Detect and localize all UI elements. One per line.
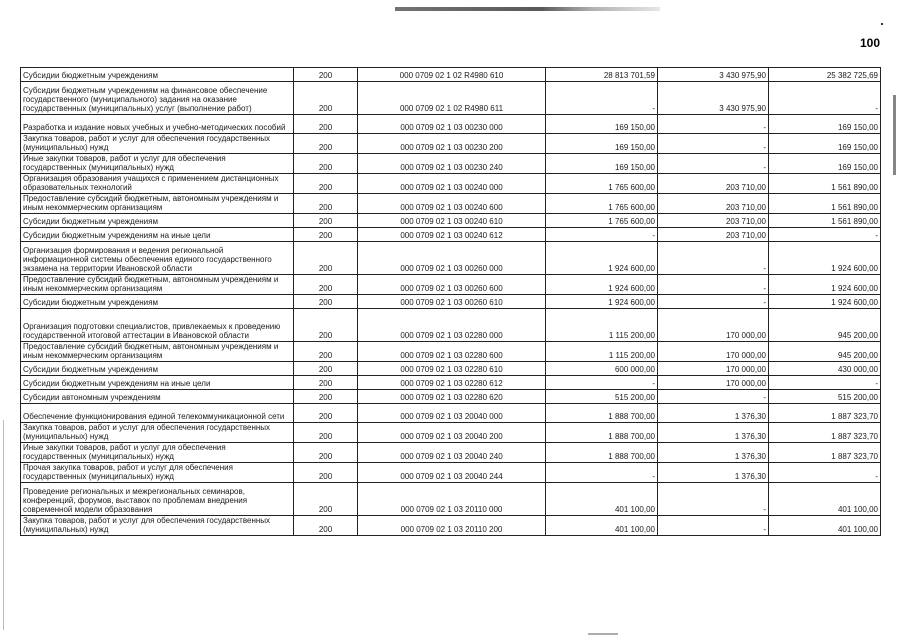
table-row bbox=[21, 309, 881, 342]
row-budget-classification: 000 0709 02 1 03 00260 600 bbox=[358, 275, 546, 295]
row-approved-amount: 1 115 200,00 bbox=[546, 342, 658, 362]
row-executed-amount: 203 710,00 bbox=[658, 194, 769, 214]
row-executed-amount: 1 376,30 bbox=[658, 423, 769, 443]
scan-artifact-top bbox=[395, 7, 660, 11]
row-remaining-amount: 1 924 600,00 bbox=[769, 242, 881, 275]
row-line-code: 200 bbox=[294, 242, 358, 275]
row-line-code: 200 bbox=[294, 342, 358, 362]
table-row bbox=[21, 362, 881, 376]
row-approved-amount: - bbox=[546, 376, 658, 390]
row-name: Закупка товаров, работ и услуг для обеспечения государственных (муниципальных) нужд bbox=[21, 134, 294, 154]
row-line-code: 200 bbox=[294, 228, 358, 242]
table-row bbox=[21, 68, 881, 82]
row-approved-amount: 1 924 600,00 bbox=[546, 275, 658, 295]
row-remaining-amount: - bbox=[769, 463, 881, 483]
row-remaining-amount: 1 887 323,70 bbox=[769, 423, 881, 443]
table-row bbox=[21, 194, 881, 214]
row-budget-classification: 000 0709 02 1 03 02280 000 bbox=[358, 309, 546, 342]
row-approved-amount: 1 888 700,00 bbox=[546, 404, 658, 423]
table-row bbox=[21, 342, 881, 362]
row-name: Закупка товаров, работ и услуг для обеспечения государственных (муниципальных) нужд bbox=[21, 423, 294, 443]
table-row bbox=[21, 214, 881, 228]
table-row bbox=[21, 134, 881, 154]
row-approved-amount: 169 150,00 bbox=[546, 115, 658, 134]
row-approved-amount: 1 888 700,00 bbox=[546, 443, 658, 463]
row-budget-classification: 000 0709 02 1 03 00240 610 bbox=[358, 214, 546, 228]
row-budget-classification: 000 0709 02 1 03 00230 240 bbox=[358, 154, 546, 174]
page-number: 100 bbox=[860, 36, 881, 50]
row-budget-classification: 000 0709 02 1 02 R4980 611 bbox=[358, 82, 546, 115]
row-approved-amount: 1 765 600,00 bbox=[546, 194, 658, 214]
row-remaining-amount: 945 200,00 bbox=[769, 309, 881, 342]
row-budget-classification: 000 0709 02 1 03 00240 000 bbox=[358, 174, 546, 194]
row-budget-classification: 000 0709 02 1 03 20040 244 bbox=[358, 463, 546, 483]
row-line-code: 200 bbox=[294, 194, 358, 214]
row-line-code: 200 bbox=[294, 134, 358, 154]
table-row bbox=[21, 228, 881, 242]
row-approved-amount: 169 150,00 bbox=[546, 154, 658, 174]
row-executed-amount: - bbox=[658, 134, 769, 154]
row-budget-classification: 000 0709 02 1 03 00240 600 bbox=[358, 194, 546, 214]
scan-artifact-bottom bbox=[588, 633, 618, 635]
row-executed-amount: - bbox=[658, 115, 769, 134]
row-budget-classification: 000 0709 02 1 03 00260 610 bbox=[358, 295, 546, 309]
row-executed-amount: 170 000,00 bbox=[658, 342, 769, 362]
row-line-code: 200 bbox=[294, 516, 358, 536]
row-budget-classification: 000 0709 02 1 03 00230 000 bbox=[358, 115, 546, 134]
row-remaining-amount: - bbox=[769, 82, 881, 115]
table-row bbox=[21, 82, 881, 115]
row-line-code: 200 bbox=[294, 154, 358, 174]
budget-table-body bbox=[21, 68, 881, 536]
row-budget-classification: 000 0709 02 1 02 R4980 610 bbox=[358, 68, 546, 82]
row-remaining-amount: 430 000,00 bbox=[769, 362, 881, 376]
row-name: Организация подготовки специалистов, привлекаемых к проведению государственной итоговой аттестации в Ивановской области bbox=[21, 309, 294, 342]
table-row bbox=[21, 174, 881, 194]
row-name: Субсидии автономным учреждениям bbox=[21, 390, 294, 404]
table-row bbox=[21, 516, 881, 536]
row-approved-amount: 401 100,00 bbox=[546, 516, 658, 536]
row-line-code: 200 bbox=[294, 309, 358, 342]
row-budget-classification: 000 0709 02 1 03 20110 000 bbox=[358, 483, 546, 516]
row-budget-classification: 000 0709 02 1 03 00230 200 bbox=[358, 134, 546, 154]
row-budget-classification: 000 0709 02 1 03 02280 600 bbox=[358, 342, 546, 362]
row-remaining-amount: 1 561 890,00 bbox=[769, 194, 881, 214]
row-approved-amount: - bbox=[546, 463, 658, 483]
row-executed-amount: 1 376,30 bbox=[658, 463, 769, 483]
row-executed-amount: - bbox=[658, 154, 769, 174]
row-line-code: 200 bbox=[294, 404, 358, 423]
row-line-code: 200 bbox=[294, 295, 358, 309]
row-approved-amount: - bbox=[546, 228, 658, 242]
row-remaining-amount: 1 887 323,70 bbox=[769, 404, 881, 423]
table-row bbox=[21, 463, 881, 483]
row-approved-amount: 515 200,00 bbox=[546, 390, 658, 404]
row-line-code: 200 bbox=[294, 174, 358, 194]
table-row bbox=[21, 154, 881, 174]
row-budget-classification: 000 0709 02 1 03 20040 240 bbox=[358, 443, 546, 463]
row-name: Субсидии бюджетным учреждениям на иные цели bbox=[21, 376, 294, 390]
row-name: Организация формирования и ведения региональной информационной системы обеспечения единого государственного экзамена на территории Ивановской области bbox=[21, 242, 294, 275]
row-budget-classification: 000 0709 02 1 03 00260 000 bbox=[358, 242, 546, 275]
row-name: Субсидии бюджетным учреждениям bbox=[21, 68, 294, 82]
table-row bbox=[21, 295, 881, 309]
row-budget-classification: 000 0709 02 1 03 20040 000 bbox=[358, 404, 546, 423]
row-line-code: 200 bbox=[294, 68, 358, 82]
row-executed-amount: 170 000,00 bbox=[658, 362, 769, 376]
row-budget-classification: 000 0709 02 1 03 02280 612 bbox=[358, 376, 546, 390]
row-remaining-amount: 945 200,00 bbox=[769, 342, 881, 362]
row-remaining-amount: 1 561 890,00 bbox=[769, 214, 881, 228]
scan-artifact-left bbox=[3, 420, 4, 630]
row-line-code: 200 bbox=[294, 423, 358, 443]
row-budget-classification: 000 0709 02 1 03 20110 200 bbox=[358, 516, 546, 536]
table-row bbox=[21, 423, 881, 443]
row-line-code: 200 bbox=[294, 82, 358, 115]
row-remaining-amount: - bbox=[769, 376, 881, 390]
row-executed-amount: 203 710,00 bbox=[658, 214, 769, 228]
scan-artifact-right bbox=[893, 95, 896, 175]
row-line-code: 200 bbox=[294, 376, 358, 390]
row-executed-amount: 1 376,30 bbox=[658, 443, 769, 463]
row-budget-classification: 000 0709 02 1 03 00240 612 bbox=[358, 228, 546, 242]
table-row bbox=[21, 404, 881, 423]
table-row bbox=[21, 376, 881, 390]
row-line-code: 200 bbox=[294, 390, 358, 404]
row-name: Иные закупки товаров, работ и услуг для обеспечения государственных (муниципальных) нужд bbox=[21, 443, 294, 463]
row-executed-amount: 170 000,00 bbox=[658, 309, 769, 342]
row-remaining-amount: 25 382 725,69 bbox=[769, 68, 881, 82]
row-name: Субсидии бюджетным учреждениям на иные цели bbox=[21, 228, 294, 242]
row-approved-amount: - bbox=[546, 82, 658, 115]
row-remaining-amount: 1 924 600,00 bbox=[769, 295, 881, 309]
row-remaining-amount: 1 887 323,70 bbox=[769, 443, 881, 463]
row-line-code: 200 bbox=[294, 214, 358, 228]
row-name: Иные закупки товаров, работ и услуг для обеспечения государственных (муниципальных) нужд bbox=[21, 154, 294, 174]
budget-table bbox=[20, 67, 881, 536]
row-name: Субсидии бюджетным учреждениям на финансовое обеспечение государственного (муниципального) задания на оказание государственных (муниципальных) услуг (выполнение работ) bbox=[21, 82, 294, 115]
row-approved-amount: 401 100,00 bbox=[546, 483, 658, 516]
row-executed-amount: 3 430 975,90 bbox=[658, 82, 769, 115]
row-executed-amount: 170 000,00 bbox=[658, 376, 769, 390]
scan-dot bbox=[881, 23, 883, 25]
row-name: Субсидии бюджетным учреждениям bbox=[21, 362, 294, 376]
table-row bbox=[21, 390, 881, 404]
row-executed-amount: - bbox=[658, 516, 769, 536]
row-executed-amount: - bbox=[658, 275, 769, 295]
row-approved-amount: 1 924 600,00 bbox=[546, 242, 658, 275]
row-name: Субсидии бюджетным учреждениям bbox=[21, 214, 294, 228]
row-remaining-amount: 401 100,00 bbox=[769, 516, 881, 536]
row-remaining-amount: 169 150,00 bbox=[769, 154, 881, 174]
row-approved-amount: 169 150,00 bbox=[546, 134, 658, 154]
row-approved-amount: 1 924 600,00 bbox=[546, 295, 658, 309]
table-row bbox=[21, 115, 881, 134]
table-row bbox=[21, 275, 881, 295]
row-remaining-amount: 1 561 890,00 bbox=[769, 174, 881, 194]
row-name: Закупка товаров, работ и услуг для обеспечения государственных (муниципальных) нужд bbox=[21, 516, 294, 536]
row-executed-amount: 1 376,30 bbox=[658, 404, 769, 423]
row-line-code: 200 bbox=[294, 275, 358, 295]
row-remaining-amount: 401 100,00 bbox=[769, 483, 881, 516]
row-name: Проведение региональных и межрегиональных семинаров, конференций, форумов, выставок по проблемам внедрения современной модели образования bbox=[21, 483, 294, 516]
table-row bbox=[21, 483, 881, 516]
row-executed-amount: - bbox=[658, 295, 769, 309]
row-executed-amount: - bbox=[658, 390, 769, 404]
row-remaining-amount: 169 150,00 bbox=[769, 134, 881, 154]
row-budget-classification: 000 0709 02 1 03 02280 610 bbox=[358, 362, 546, 376]
row-line-code: 200 bbox=[294, 483, 358, 516]
row-name: Разработка и издание новых учебных и учебно-методических пособий bbox=[21, 115, 294, 134]
row-name: Субсидии бюджетным учреждениям bbox=[21, 295, 294, 309]
row-approved-amount: 28 813 701,59 bbox=[546, 68, 658, 82]
row-approved-amount: 1 765 600,00 bbox=[546, 174, 658, 194]
row-approved-amount: 1 888 700,00 bbox=[546, 423, 658, 443]
row-name: Предоставление субсидий бюджетным, автономным учреждениям и иным некоммерческим организациям bbox=[21, 194, 294, 214]
row-remaining-amount: 515 200,00 bbox=[769, 390, 881, 404]
row-name: Предоставление субсидий бюджетным, автономным учреждениям и иным некоммерческим организациям bbox=[21, 275, 294, 295]
row-line-code: 200 bbox=[294, 463, 358, 483]
row-budget-classification: 000 0709 02 1 03 20040 200 bbox=[358, 423, 546, 443]
row-executed-amount: 3 430 975,90 bbox=[658, 68, 769, 82]
row-executed-amount: - bbox=[658, 483, 769, 516]
table-row bbox=[21, 242, 881, 275]
row-approved-amount: 600 000,00 bbox=[546, 362, 658, 376]
row-executed-amount: 203 710,00 bbox=[658, 174, 769, 194]
row-budget-classification: 000 0709 02 1 03 02280 620 bbox=[358, 390, 546, 404]
row-line-code: 200 bbox=[294, 443, 358, 463]
row-approved-amount: 1 765 600,00 bbox=[546, 214, 658, 228]
row-remaining-amount: 169 150,00 bbox=[769, 115, 881, 134]
table-row bbox=[21, 443, 881, 463]
row-name: Организация образования учащихся с применением дистанционных образовательных технологий bbox=[21, 174, 294, 194]
row-name: Обеспечение функционирования единой телекоммуникационной сети bbox=[21, 404, 294, 423]
row-line-code: 200 bbox=[294, 362, 358, 376]
row-remaining-amount: - bbox=[769, 228, 881, 242]
row-executed-amount: 203 710,00 bbox=[658, 228, 769, 242]
row-executed-amount: - bbox=[658, 242, 769, 275]
row-name: Предоставление субсидий бюджетным, автономным учреждениям и иным некоммерческим организациям bbox=[21, 342, 294, 362]
row-approved-amount: 1 115 200,00 bbox=[546, 309, 658, 342]
row-name: Прочая закупка товаров, работ и услуг для обеспечения государственных (муниципальных) нужд bbox=[21, 463, 294, 483]
row-remaining-amount: 1 924 600,00 bbox=[769, 275, 881, 295]
row-line-code: 200 bbox=[294, 115, 358, 134]
